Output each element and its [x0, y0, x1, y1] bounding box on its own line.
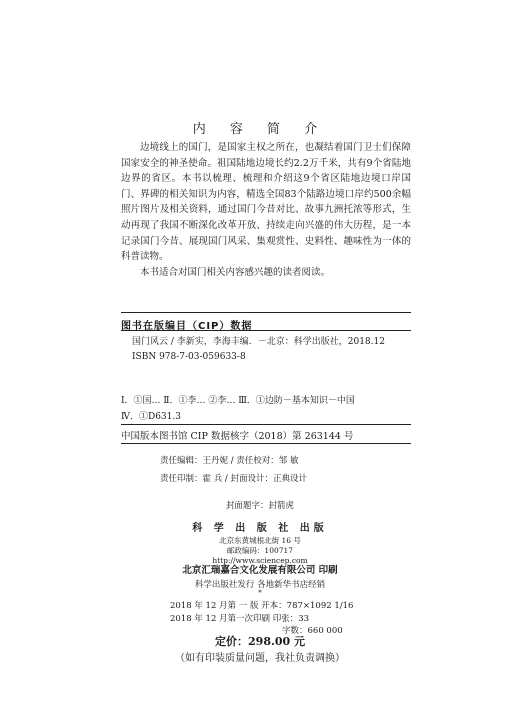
editors-line: 责任编辑：王丹妮 / 责任校对：邹 敏 [160, 456, 299, 466]
cip-class-number: Ⅳ．①D631.3 [121, 412, 181, 422]
staff-credits [160, 452, 307, 488]
cip-isbn: ISBN 978-7-03-059633-8 [132, 351, 246, 362]
publisher-name: 科 学 出 版 社 出版 [192, 523, 328, 534]
publisher-url: http://www.sciencep.com [212, 556, 308, 565]
intro-title: 内 容 简 介 [192, 122, 328, 137]
cip-heading-rule [121, 330, 411, 331]
cip-bottom-rule [121, 443, 411, 444]
separator-star: * [258, 589, 262, 597]
cip-title-line: 国门风云 / 李新实，李海丰编．－北京：科学出版社，2018.12 [132, 337, 385, 347]
cip-heading: 图书在版编目（CIP）数据 [121, 321, 253, 332]
intro-paragraph: 边境线上的国门，是国家主权之所在，也凝结着国门卫士们保障国家安全的神圣使命。祖国陆地边境长约2.2万千米，共有9个省陆地边界的省区。本书以梳理、梳理和介绍这9个省区陆地边境口岸国门、界碑的相关知识为内容，精选全国83个陆路边境口岸约500余幅照片图片及相关资料，通过国门今昔对比、故事九洲托浓等形式，生动再现了我国不断深化改革开放、持续走向兴盛的伟大历程，是一本记录国门今昔、展现国门风采、集观赏性、史料性、趣味性为一体的科普读物。 [121, 142, 411, 263]
edition-info [170, 600, 353, 638]
cip-number-top-rule [121, 424, 411, 425]
intro-text [121, 140, 411, 280]
cip-data-number: 中国版本图书馆 CIP 数据核字（2018）第 263144 号 [121, 431, 354, 442]
price: 定价：298.00 元 [215, 635, 305, 648]
cip-classification [121, 393, 355, 425]
intro-audience: 本书适合对国门相关内容感兴趣的读者阅读。 [140, 266, 331, 278]
distribution-line: 科学出版社发行 各地新华书店经销 [194, 580, 326, 590]
cover-calligraphy-credit: 封面题字：封箭虎 [225, 501, 294, 511]
cip-top-rule [121, 312, 411, 313]
publisher-address: 北京东黄城根北街 16 号 [219, 536, 301, 545]
printing-line: 2018 年 12 月第一次印刷 印张：33 [170, 613, 310, 624]
edition-line: 2018 年 12 月第 一 版 开本：787×1092 1/16 [170, 601, 354, 611]
publisher-postcode: 邮政编码：100717 [226, 546, 294, 555]
quality-notice: （如有印装质量问题，我社负责调换） [175, 653, 345, 664]
word-count: 字数：660 000 [282, 626, 343, 636]
cip-subject-line: Ⅰ．①国… Ⅱ．①李… ②李… Ⅲ．①边防－基本知识－中国 [121, 396, 355, 406]
print-design-line: 责任印制：霍 兵 / 封面设计：正典设计 [160, 474, 307, 484]
printer-name: 北京汇瑞嘉合文化发展有限公司 印刷 [182, 565, 338, 576]
cip-record [132, 335, 417, 364]
publisher-block [0, 522, 520, 566]
